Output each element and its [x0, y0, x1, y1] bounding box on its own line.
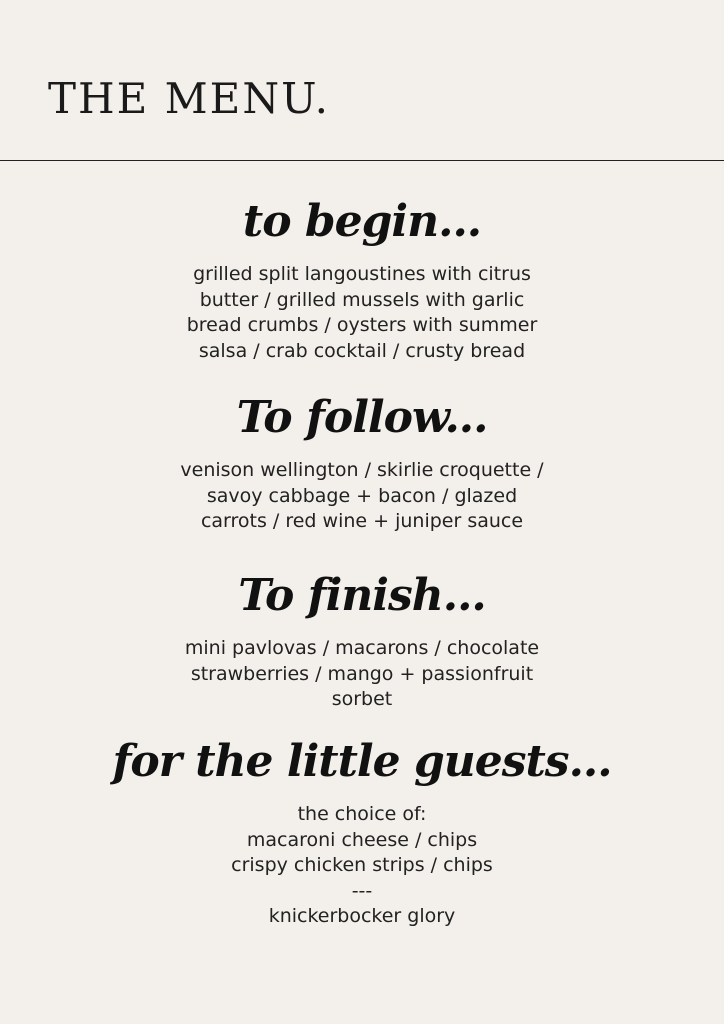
section-heading: for the little guests... — [112, 736, 612, 787]
menu-line: the choice of: — [297, 803, 427, 825]
page-title: THE MENU. — [48, 74, 330, 123]
menu-line: strawberries / mango + passionfruit — [190, 662, 534, 685]
section-desserts — [0, 570, 724, 713]
menu-line: sorbet — [331, 688, 393, 710]
menu-line: savoy cabbage + bacon / glazed — [206, 484, 518, 507]
menu-line: macaroni cheese / chips — [246, 828, 478, 851]
menu-line: salsa / crab cocktail / crusty bread — [198, 339, 526, 362]
menu-line: mini pavlovas / macarons / chocolate — [184, 637, 540, 659]
section-heading: to begin... — [242, 196, 482, 247]
menu-line: venison wellington / skirlie croquette / — [180, 459, 544, 481]
menu-line: carrots / red wine + juniper sauce — [200, 510, 524, 532]
divider-line — [0, 160, 724, 161]
menu-line: knickerbocker glory — [268, 905, 456, 927]
menu-line: bread crumbs / oysters with summer — [186, 314, 538, 336]
section-starters — [0, 196, 724, 364]
menu-line: butter / grilled mussels with garlic — [199, 288, 525, 311]
section-body — [0, 262, 724, 364]
section-heading: To follow... — [236, 392, 488, 443]
section-body — [0, 802, 724, 930]
menu-line: --- — [351, 879, 373, 902]
section-body — [0, 458, 724, 535]
section-kids — [0, 736, 724, 930]
section-mains — [0, 392, 724, 535]
section-heading: To finish... — [238, 570, 486, 621]
section-body — [0, 636, 724, 713]
menu-line: crispy chicken strips / chips — [231, 854, 493, 876]
menu-line: grilled split langoustines with citrus — [193, 263, 531, 285]
